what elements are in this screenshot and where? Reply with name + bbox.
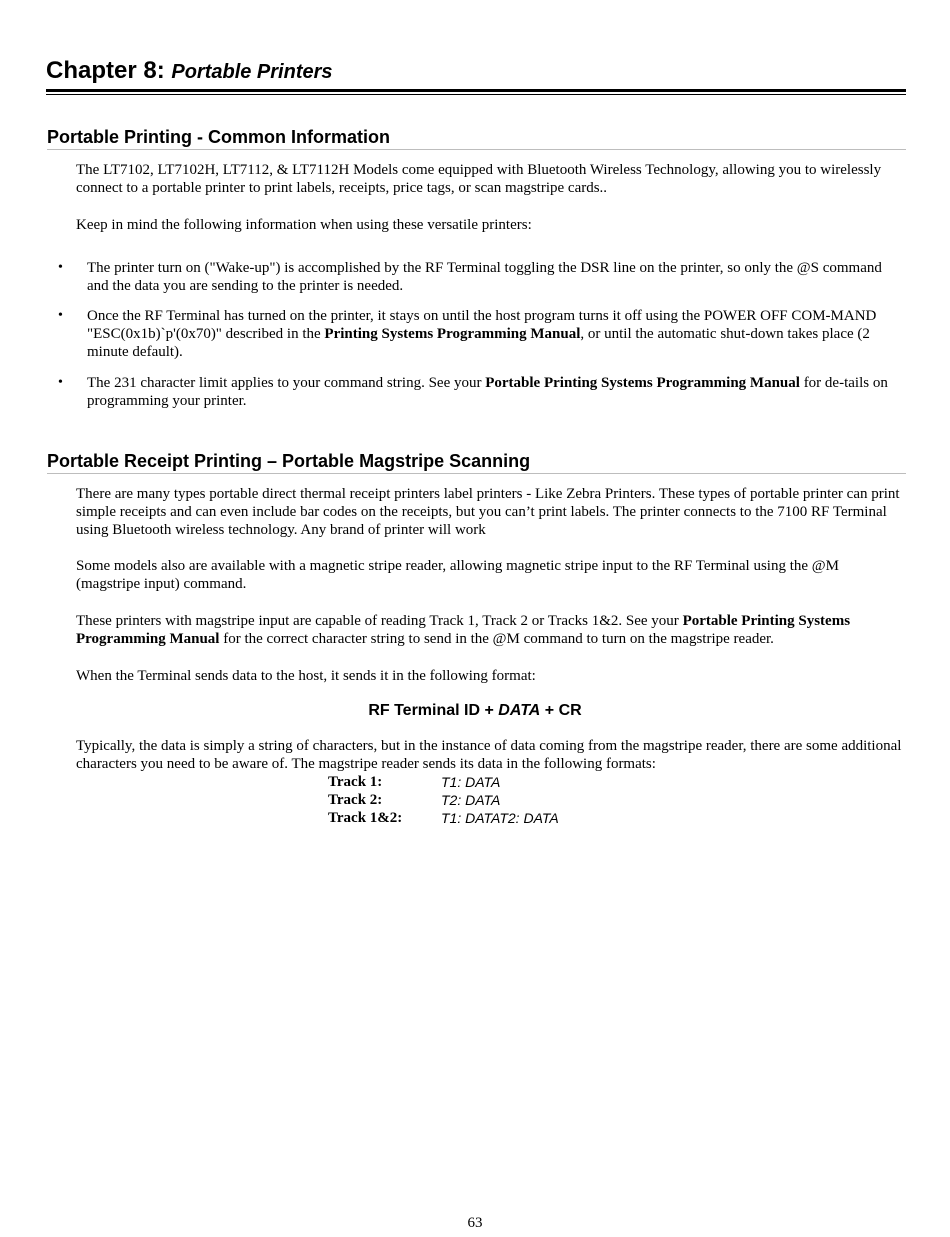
track-label: Track 2: <box>328 792 383 808</box>
section-heading-common-information: Portable Printing - Common Information <box>47 126 906 150</box>
portable-printing-manual-reference: Portable Printing Systems Programming Manual <box>485 375 800 391</box>
bullet3-text-b: for de-tails on programming your printer. <box>87 375 888 409</box>
bullet3-text-a: The 231 character limit applies to your command string. See your <box>87 375 486 391</box>
track-value: T1: DATA <box>441 774 501 790</box>
intro-paragraph: The LT7102, LT7102H, LT7112, & LT7112H Models come equipped with Bluetooth Wireless Technology, allowing you to wirelessly connect to a portable printer to print labels, receipts, price tags, or scan magstripe cards.. <box>76 162 882 196</box>
bullet2-text-a: Once the RF Terminal has turned on the printer, it stays on until the host program turns it off using the POWER OFF COM-MAND "ESC(0x1b)`p'(0x70)" described in the <box>87 308 877 342</box>
magstripe-format-paragraph: Typically, the data is simply a string of characters, but in the instance of data coming from the magstripe reader, there are some additional characters you need to be aware of. The magstripe reader sends its data in the following formats: <box>76 738 902 772</box>
keep-in-mind-paragraph: Keep in mind the following information when using these versatile printers: <box>76 217 532 233</box>
p3-text-b: for the correct character string to send in the @M command to turn on the magstripe reader. <box>219 631 774 647</box>
data-format-line <box>0 701 950 721</box>
bullet2-text-b: , or until the automatic shut-down takes place (2 minute default). <box>87 326 870 360</box>
track-label: Track 1&2: <box>328 810 403 826</box>
host-format-paragraph: When the Terminal sends data to the host, it sends it in the following format: <box>76 668 536 684</box>
track-value: T1: DATAT2: DATA <box>441 810 559 826</box>
chapter-header <box>46 54 906 89</box>
bullet-marker: • <box>58 308 63 323</box>
printing-manual-reference: Printing Systems Programming Manual <box>324 326 581 342</box>
bullet-marker: • <box>58 260 63 275</box>
p3-text-a: These printers with magstripe input are capable of reading Track 1, Track 2 or Tracks 1&2. See your <box>76 613 683 629</box>
chapter-subtitle: Portable Printers <box>171 61 333 83</box>
chapter-title <box>46 54 906 89</box>
header-rule-thin <box>46 94 906 95</box>
page-number: 63 <box>467 1215 483 1231</box>
portable-printing-manual-reference-2: Portable Printing Systems Programming Manual <box>76 613 851 647</box>
format-suffix: + CR <box>540 702 582 719</box>
bullet-item-power-off <box>87 307 892 361</box>
header-rule-thick <box>46 89 906 92</box>
track-value: T2: DATA <box>441 792 501 808</box>
bullet-item-wake-up: The printer turn on ("Wake-up") is accomplished by the RF Terminal toggling the DSR line on the printer, so only the @S command and the data you are sending to the printer is needed. <box>87 260 882 294</box>
receipt-printers-paragraph: There are many types portable direct thermal receipt printers label printers - Like Zebra Printers. These types of portable printer can print simple receipts and can even include bar codes on the receipts, but you can’t print labels. The printer connects to the 7100 RF Terminal using Bluetooth wireless technology. Any brand of printer will work <box>76 486 900 538</box>
format-data: DATA <box>498 702 541 719</box>
section-heading-receipt-printing: Portable Receipt Printing – Portable Magstripe Scanning <box>47 450 906 474</box>
chapter-label: Chapter 8: <box>46 57 165 84</box>
magstripe-reader-paragraph: Some models also are available with a magnetic stripe reader, allowing magnetic stripe input to the RF Terminal using the @M (magstripe input) command. <box>76 558 839 592</box>
bullet-marker: • <box>58 375 63 390</box>
bullet-item-character-limit <box>87 374 892 410</box>
tracks-paragraph <box>76 612 902 648</box>
format-prefix: RF Terminal ID + <box>368 702 499 719</box>
track-label: Track 1: <box>328 774 383 790</box>
